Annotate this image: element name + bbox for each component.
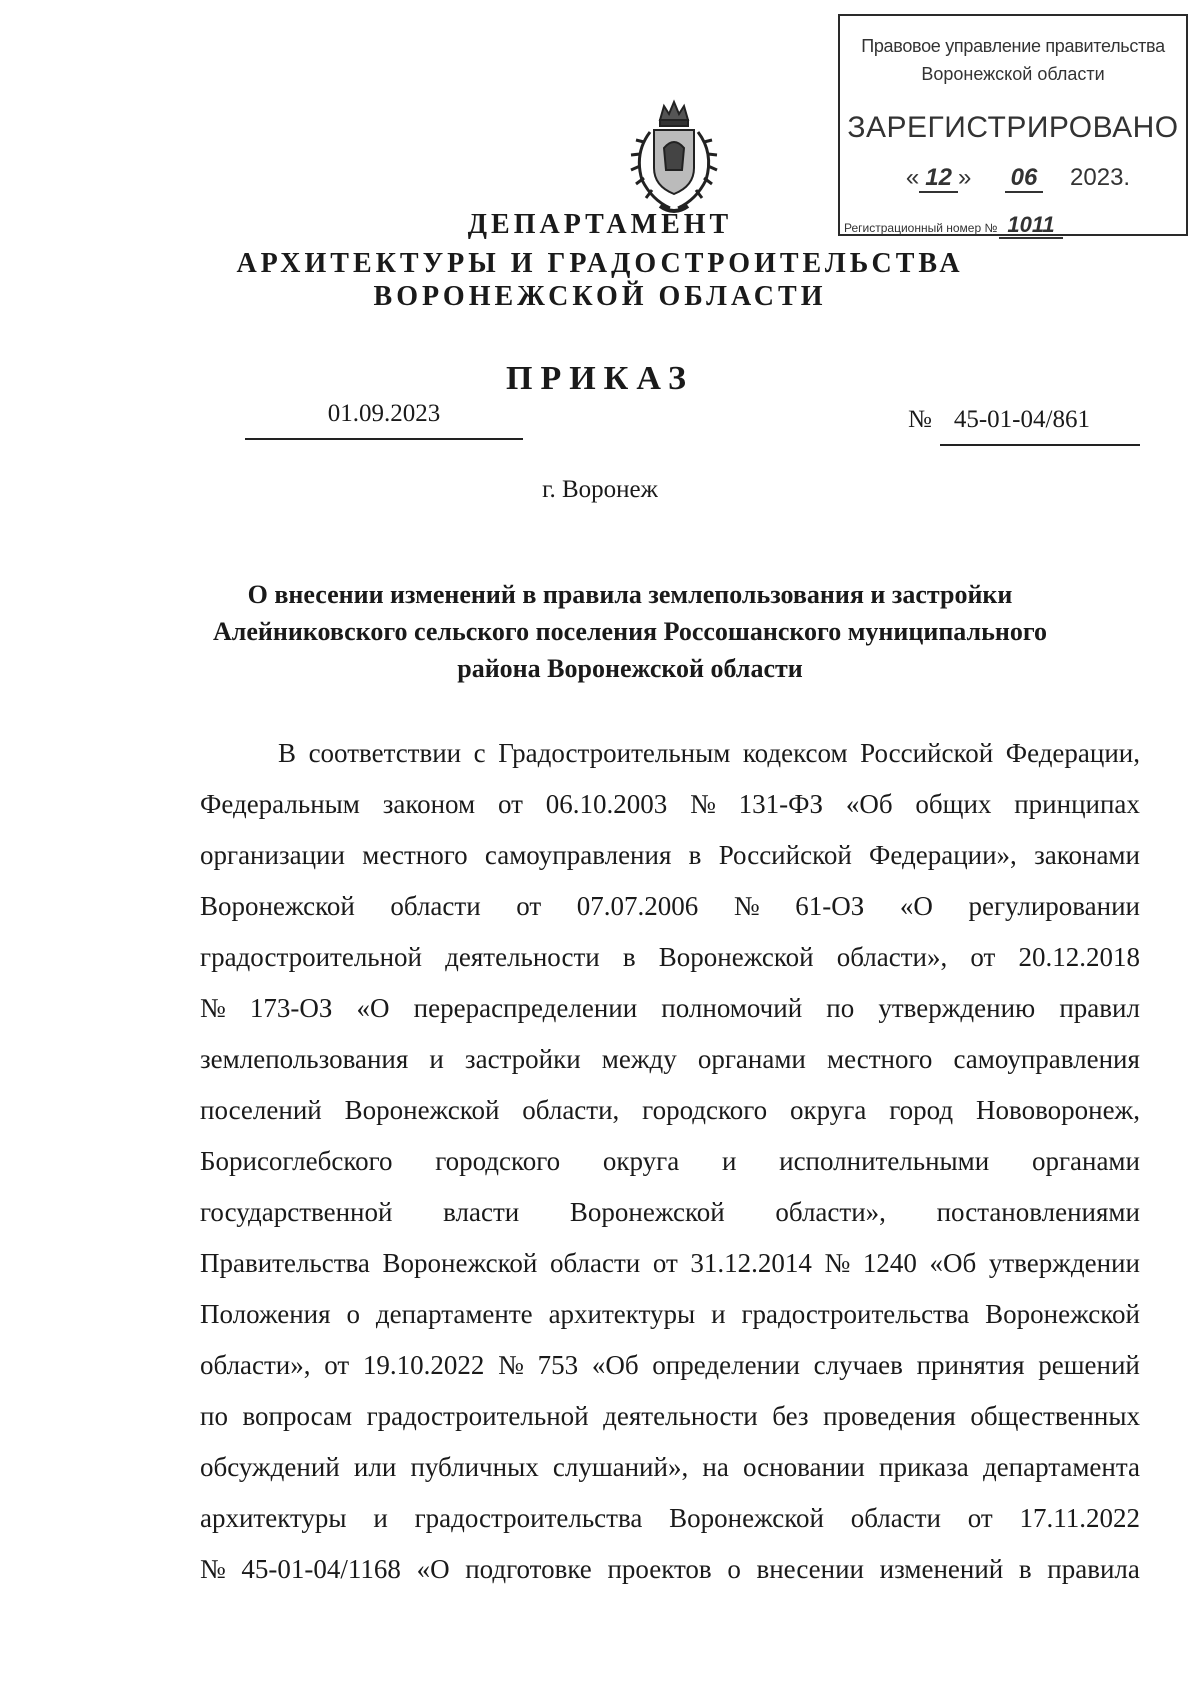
department-line1: ДЕПАРТАМЕНТ <box>467 209 733 240</box>
order-body <box>200 728 1140 1595</box>
body-line: градостроительной деятельности в Воронежской области», от 20.12.2018 <box>200 942 1140 972</box>
subject-line: района Воронежской области <box>457 654 803 683</box>
order-number-sign: № <box>908 406 932 433</box>
coat-of-arms-icon <box>624 98 724 220</box>
body-line: по вопросам градостроительной деятельности без проведения общественных <box>200 1401 1140 1431</box>
body-line: Федеральным законом от 06.10.2003 № 131-ФЗ «Об общих принципах <box>200 789 1140 819</box>
stamp-date-day: 12 <box>919 164 958 193</box>
body-line: области», от 19.10.2022 № 753 «Об определении случаев принятия решений <box>200 1350 1140 1380</box>
stamp-date-year: 2023. <box>1070 164 1131 191</box>
body-line: № 45-01-04/1168 «О подготовке проектов о внесении изменений в правила <box>200 1554 1140 1584</box>
order-number <box>908 406 1090 434</box>
order-date-underline <box>245 438 523 440</box>
department-line3: ВОРОНЕЖСКОЙ ОБЛАСТИ <box>373 281 827 312</box>
body-line: поселений Воронежской области, городского округа город Нововоронеж, <box>200 1095 1140 1125</box>
body-line: Борисоглебского городского округа и исполнительными органами <box>200 1146 1140 1176</box>
body-line: В соответствии с Градостроительным кодексом Российской Федерации, <box>278 738 1140 768</box>
stamp-org-line1: Правовое управление правительства <box>861 36 1165 56</box>
stamp-date-month: 06 <box>1005 164 1044 193</box>
body-line: организации местного самоуправления в Российской Федерации», законами <box>200 840 1140 870</box>
body-line: Правительства Воронежской области от 31.12.2014 № 1240 «Об утверждении <box>200 1248 1140 1278</box>
stamp-date-open-quote: « <box>905 164 920 191</box>
body-line: землепользования и застройки между органами местного самоуправления <box>200 1044 1140 1074</box>
order-title: ПРИКАЗ <box>506 360 694 397</box>
subject-line: О внесении изменений в правила землепользования и застройки <box>247 580 1013 609</box>
body-line: Положения о департаменте архитектуры и градостроительства Воронежской <box>200 1299 1140 1329</box>
stamp-status: ЗАРЕГИСТРИРОВАНО <box>847 111 1179 144</box>
order-date: 01.09.2023 <box>327 400 441 427</box>
body-line: государственной власти Воронежской области», постановлениями <box>200 1197 1140 1227</box>
order-number-underline <box>940 444 1140 446</box>
order-number-value: 45-01-04/861 <box>953 406 1090 433</box>
subject-line: Алейниковского сельского поселения Россошанского муниципального <box>212 617 1048 646</box>
body-line: обсуждений или публичных слушаний», на основании приказа департамента <box>200 1452 1140 1482</box>
stamp-date <box>860 164 1176 192</box>
stamp-reg-number: 1011 <box>999 212 1062 239</box>
stamp-org-line2: Воронежской области <box>921 64 1105 84</box>
registration-stamp <box>838 14 1188 236</box>
body-line: Воронежской области от 07.07.2006 № 61-ОЗ «О регулировании <box>200 891 1140 921</box>
order-city: г. Воронеж <box>542 476 658 503</box>
order-subject <box>190 576 1070 687</box>
body-line: архитектуры и градостроительства Воронежской области от 17.11.2022 <box>200 1503 1140 1533</box>
body-line: № 173-ОЗ «О перераспределении полномочий по утверждению правил <box>200 993 1140 1023</box>
stamp-date-close-quote: » <box>957 164 972 191</box>
stamp-reg-label: Регистрационный номер № <box>844 221 998 235</box>
department-line2: АРХИТЕКТУРЫ И ГРАДОСТРОИТЕЛЬСТВА <box>236 248 964 279</box>
